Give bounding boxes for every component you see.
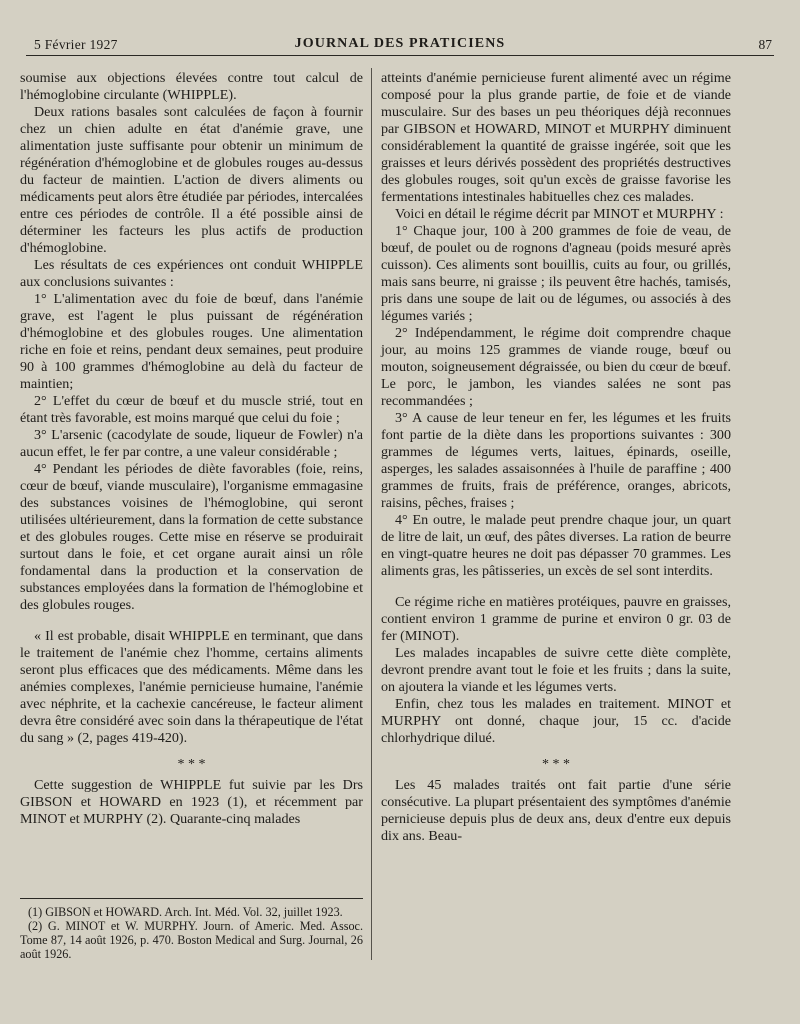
paragraph: soumise aux objections élevées contre tout calcul de l'hémoglobine circulante (WHIPPLE). xyxy=(20,70,363,103)
section-separator: * * * xyxy=(177,757,206,772)
paragraph: 4° Pendant les périodes de diète favorables (foie, reins, cœur de bœuf, viande musculaire), l'organisme emmagasine des substances voisines de l'hémoglobine, qui seront utilisées ultérieurement, dans la formation de cette substance et des globules rouges. Cette mise en réserve se produirait surtout dans le foie, et cet organe aurait ainsi un rôle fondamental dans la production et la conservation de substances employées dans la formation de l'hémoglobine et des globules rouges. xyxy=(20,461,363,613)
right-column xyxy=(381,70,731,845)
column-rule xyxy=(371,68,372,960)
section-separator: * * * xyxy=(542,757,570,772)
paragraph: « Il est probable, disait WHIPPLE en terminant, que dans le traitement de l'anémie chez l'homme, certains aliments seront plus efficaces que des médicaments. Même dans les anémies complexes, l'anémie pernicieuse humaine, l'anémie avec néphrite, et la cachexie cancéreuse, le facteur aliment devra être considéré avec soin dans la thérapeutique de l'état du sang » (2, pages 419-420). xyxy=(20,628,363,746)
paragraph: atteints d'anémie pernicieuse furent alimenté avec un régime composé pour la plus grande partie, de foie et de viande musculaire. Sur des bases un peu théoriques déjà reconnues par GIBSON et HOWARD, MINOT et MURPHY diminuent considérablement la quantité de graisse ingérée, soit que les graisses et leurs dérivés possèdent des propriétés destructives des globules rouges, soit qu'un excès de graisse favorise les fermentations intestinales habituelles chez ces malades. xyxy=(381,70,731,205)
footnote: (2) G. MINOT et W. MURPHY. Journ. of Americ. Med. Assoc. Tome 87, 14 août 1926, p. 470. Boston Medical and Surg. Journal, 26 août 1926. xyxy=(20,919,363,961)
paragraph: Les malades incapables de suivre cette diète complète, devront prendre avant tout le foie et les fruits ; dans la suite, on ajoutera la viande et les légumes verts. xyxy=(381,645,731,695)
paragraph: 4° En outre, le malade peut prendre chaque jour, un quart de litre de lait, un œuf, des pâtes diverses. La ration de beurre en vingt-quatre heures ne doit pas dépasser 70 grammes. Les aliments gras, les pâtisseries, un excès de sel sont interdits. xyxy=(381,512,731,579)
footnote: (1) GIBSON et HOWARD. Arch. Int. Méd. Vol. 32, juillet 1923. xyxy=(28,905,343,919)
footnotes xyxy=(20,898,363,961)
issue-date: 5 Février 1927 xyxy=(34,37,118,52)
page-number: 87 xyxy=(758,37,772,52)
paragraph: Cette suggestion de WHIPPLE fut suivie par les Drs GIBSON et HOWARD en 1923 (1), et récemment par MINOT et MURPHY (2). Quarante-cinq malades xyxy=(20,777,363,827)
paragraph: 2° L'effet du cœur de bœuf et du muscle strié, tout en étant très favorable, est moins marqué que celui du foie ; xyxy=(20,393,363,426)
paragraph: Les 45 malades traités ont fait partie d'une série consécutive. La plupart présentaient des symptômes d'anémie pernicieuse depuis plus de deux ans, deux d'entre eux depuis dix ans. Beau- xyxy=(381,777,731,844)
paragraph: 3° A cause de leur teneur en fer, les légumes et les fruits font partie de la diète dans les proportions suivantes : 300 grammes de légumes verts, laitues, épinards, oseille, asperges, les salades assaisonnées à l'huile de paraffine ; 400 grammes de fruits, frais de préférence, oranges, abricots, raisins, pêches, fraises ; xyxy=(381,410,731,511)
paragraph: 3° L'arsenic (cacodylate de soude, liqueur de Fowler) n'a aucun effet, le fer par contre, a une valeur considérable ; xyxy=(20,427,363,460)
paragraph: 1° Chaque jour, 100 à 200 grammes de foie de veau, de bœuf, de poulet ou de rognons d'agneau (poids mesuré après cuisson). Ces aliments sont bouillis, cuits au four, ou grillés, mais sans beurre, ni graisse ; ils peuvent être hachés, tamisés, pris dans une soupe de lait ou de légumes, ou associés à des légumes variés ; xyxy=(381,223,731,324)
page-header xyxy=(26,33,774,56)
paragraph: Les résultats de ces expériences ont conduit WHIPPLE aux conclusions suivantes : xyxy=(20,257,363,290)
paragraph: 1° L'alimentation avec du foie de bœuf, dans l'anémie grave, est l'agent le plus puissant de régénération d'hémoglobine et des globules rouges. Une alimentation riche en foie et reins, pendant deux semaines, peut produire 90 à 100 grammes d'hémoglobine au delà du facteur de maintien; xyxy=(20,291,363,392)
paragraph: Enfin, chez tous les malades en traitement. MINOT et MURPHY ont donné, chaque jour, 15 cc. d'acide chlorhydrique dilué. xyxy=(381,696,731,746)
paragraph: Deux rations basales sont calculées de façon à fournir chez un chien adulte en état d'anémie grave, une alimentation juste suffisante pour obtenir un minimum de régénération d'hémoglobine et de globules rouges au-dessus du facteur de maintien. L'action de divers aliments ou médicaments peut alors être étudiée par périodes, intercalées entre ces périodes de contrôle. Il a été possible ainsi de déterminer les facteurs les plus actifs de production d'hémoglobine. xyxy=(20,104,363,256)
journal-title: JOURNAL DES PRATICIENS xyxy=(294,36,506,51)
paragraph: Ce régime riche en matières protéiques, pauvre en graisses, contient environ 1 gramme de purine et environ 0 gr. 03 de fer (MINOT). xyxy=(381,594,731,644)
paragraph: Voici en détail le régime décrit par MINOT et MURPHY : xyxy=(395,206,724,222)
left-column xyxy=(20,70,363,828)
paragraph: 2° Indépendamment, le régime doit comprendre chaque jour, au moins 125 grammes de viande rouge, bœuf ou mouton, soigneusement dégraissée, ou bien du cœur de bœuf. Le porc, le jambon, les viandes salées ne sont pas recommandées ; xyxy=(381,325,731,409)
